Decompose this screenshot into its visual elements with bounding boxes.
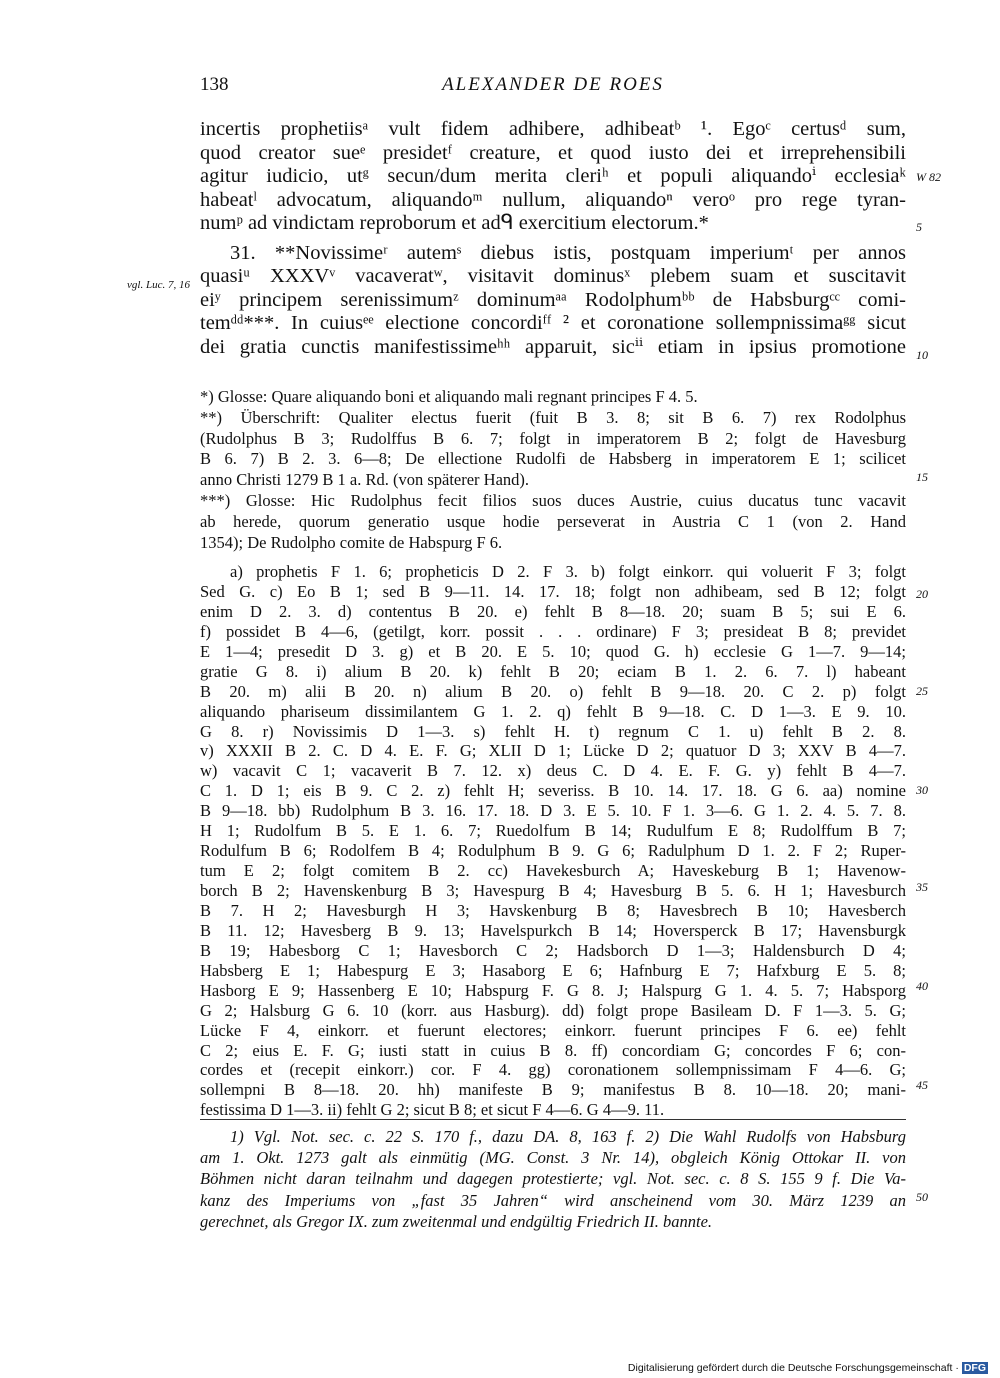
apparatus-line: B 11. 12; Havesberg B 9. 13; Havelspurkch B 14; Hoversperck B 17; Havensburgk bbox=[200, 920, 906, 940]
gloss-block bbox=[200, 387, 906, 553]
apparatus-line: cordes et (recepit einkorr.) cor. F 4. gg) coronationem sollempnissimam F 4—6. G; bbox=[200, 1060, 906, 1080]
apparatus-line: C 1. D 1; eis B 9. C 2. z) fehlt H; severiss. B 10. 14. 17. 18. G 6. aa) nomine bbox=[200, 781, 906, 801]
body-line: quod creator sueᵉ presidetᶠ creature, et quod iusto dei et irreprehensibili bbox=[200, 141, 906, 164]
footnote-line: 1) Vgl. Not. sec. c. 22 S. 170 f., dazu DA. 8, 163 f. 2) Die Wahl Rudolfs von Habsburg bbox=[230, 1127, 906, 1146]
apparatus-line: Hasborg E 9; Hassenberg E 10; Habspurg F. G 8. J; Halspurg G 1. 4. 5. 7; Habsporg bbox=[200, 980, 906, 1000]
footnote-divider bbox=[200, 1119, 906, 1120]
line-number: 30 bbox=[916, 783, 928, 797]
line-number: 35 bbox=[916, 880, 928, 894]
gloss-line: (Rudolphus B 3; Rudolffus B 6. 7; folgt in imperatorem B 2; folgt de Havesburg bbox=[200, 428, 906, 448]
apparatus-line: E 1—4; presedit D 3. g) et B 20. E 5. 10; quod G. h) ecclesie G 1—7. 9—14; bbox=[200, 641, 906, 661]
main-text bbox=[200, 118, 906, 359]
body-line: agitur iudicio, utᵍ secun/dum merita cleriʰ et populi aliquandoⁱ ecclesiaᵏ bbox=[200, 165, 906, 187]
apparatus-line: Sed G. c) Eo B 1; sed B 9—11. 14. 17. 18; folgt non adhibeam, sed B 12; folgt bbox=[200, 581, 906, 601]
footnotes bbox=[200, 1126, 906, 1232]
apparatus-line: borch B 2; Havenskenburg B 3; Havespurg B 4; Havesburg B 5. 6. H 1; Havesburch bbox=[200, 881, 906, 900]
footnote-line: kanz des Imperiums von „fast 35 Jahren“ wird anscheinend vom 30. März 1239 an bbox=[200, 1190, 906, 1210]
apparatus-line: B 9—18. bb) Rudolphum B 3. 16. 17. 18. D 3. E 5. 10. F 1. 3—6. G 1. 2. 4. 5. 7. 8. bbox=[200, 801, 906, 821]
apparatus-line: G 8. r) Novissimis D 1—3. s) fehlt H. t) regnum C 1. u) fehlt B 2. 8. bbox=[200, 721, 906, 741]
margin-reference-w82: W 82 bbox=[916, 170, 941, 184]
apparatus-line: Habsberg E 1; Habespurg E 3; Hasaborg E 6; Hafnburg E 7; Hafxburg E 5. 8; bbox=[200, 960, 906, 980]
body-line: habeatˡ advocatum, aliquandoᵐ nullum, aliquandoⁿ veroᵒ pro rege tyran- bbox=[200, 188, 906, 211]
apparatus-line: tum E 2; folgt comitem B 2. cc) Havekesburch A; Haveskeburg B 1; Havenow- bbox=[200, 861, 906, 881]
credit-text: Digitalisierung gefördert durch die Deutsche Forschungsgemeinschaft · bbox=[627, 1362, 959, 1374]
body-line: quasiᵘ XXXVᵛ vacaveratʷ, visitavit dominusˣ plebem suam et suscitavit bbox=[200, 265, 906, 287]
gloss-line: **) Überschrift: Qualiter electus fuerit (fuit B 3. 8; sit B 6. 7) rex Rodolphus bbox=[200, 407, 906, 427]
footnote-line: Böhmen nicht daran teilnahm und dagegen protestierte; vgl. Not. sec. c. 8 S. 155 9 f. Die Va- bbox=[200, 1169, 906, 1189]
apparatus-line: f) possidet B 4—6, (getilgt, korr. possit . . . ordinare) F 3; presideat B 8; previdet bbox=[200, 621, 906, 641]
body-line: 31. **Novissimeʳ autemˢ diebus istis, postquam imperiumᵗ per annos bbox=[230, 241, 906, 264]
gloss-line: anno Christi 1279 B 1 a. Rd. (von späterer Hand). bbox=[200, 470, 530, 490]
line-number: 25 bbox=[916, 684, 928, 698]
apparatus-line: enim D 2. 3. d) contentus B 20. e) fehlt B 8—18. 20; suam B 5; sui E 6. bbox=[200, 601, 906, 621]
digitization-credit bbox=[608, 1362, 988, 1376]
body-line: dei gratia cunctis manifestissimeʰʰ apparuit, sicⁱⁱ etiam in ipsius promotione bbox=[200, 335, 906, 358]
apparatus-line: Rodulfum B 6; Rodolfem B 4; Rodulphum B 9. G 6; Radulphum D 1. 2. F 2; Ruper- bbox=[200, 841, 906, 861]
apparatus-line: C 2; eius E. F. G; iusti statt in cuius B 8. ff) concordiam G; concordes F 6; con- bbox=[200, 1040, 906, 1060]
line-number: 45 bbox=[916, 1078, 928, 1092]
line-number: 50 bbox=[916, 1190, 928, 1204]
gloss-line: B 6. 7) B 2. 3. 6—8; De ellectione Rudolfi de Habsberg in imperatorem E 1; scilicet bbox=[200, 449, 906, 469]
apparatus-line: B 7. H 2; Havesburgh H 3; Havskenburg B 8; Havesbrech B 10; Havesberch bbox=[200, 900, 906, 920]
body-line: temᵈᵈ***. In cuiusᵉᵉ electione concordiᶠᶠ ² et coronatione sollempnissimaᵍᵍ sicut bbox=[200, 312, 906, 334]
apparatus-line: B 19; Habesborg C 1; Havesborch C 2; Hadsborch D 1—3; Haldensburch D 4; bbox=[200, 940, 906, 960]
body-line: numᵖ ad vindictam reproborum et adᑫ exercitium electorum.* bbox=[200, 212, 709, 234]
line-number: 5 bbox=[916, 220, 922, 234]
running-head: ALEXANDER DE ROES bbox=[442, 74, 664, 95]
apparatus-line: gratie G 8. i) alium B 20. k) fehlt B 20; eciam B 1. 2. 6. 7. l) habeant bbox=[200, 661, 906, 681]
apparatus-line: aliquando phariseum dissimilantem G 1. 2. q) fehlt B 9—18. C. D 1—3. E 9. 10. bbox=[200, 701, 906, 721]
line-number: 15 bbox=[916, 470, 928, 484]
body-line: eiʸ principem serenissimumᶻ dominumᵃᵃ Rodolphumᵇᵇ de Habsburgᶜᶜ comi- bbox=[200, 288, 906, 311]
footnote-line: gerechnet, als Gregor IX. zum zweitenmal und endgültig Friedrich II. bannte. bbox=[200, 1211, 713, 1231]
apparatus-line: G 2; Halsburg G 6. 10 (korr. aus Hasburg). dd) folgt prope Basileam D. F 1—3. 5. G; bbox=[200, 1000, 906, 1020]
apparatus-line: a) prophetis F 1. 6; propheticis D 2. F 3. b) folgt einkorr. qui voluerit F 3; folgt bbox=[230, 562, 906, 581]
line-number: 10 bbox=[916, 348, 928, 362]
page-number: 138 bbox=[200, 74, 229, 95]
gloss-line: *) Glosse: Quare aliquando boni et aliquando mali regnant principes F 4. 5. bbox=[200, 387, 698, 406]
body-line: incertis prophetiisᵃ vult fidem adhibere, adhibeatᵇ ¹. Egoᶜ certusᵈ sum, bbox=[200, 118, 906, 140]
line-number: 40 bbox=[916, 979, 928, 993]
gloss-line: ab herede, quorum generatio usque hodie perseverat in Austria C 1 (von 2. Hand bbox=[200, 511, 906, 531]
apparatus-line: sollempni B 8—18. 20. hh) manifeste B 9; manifestus B 8. 10—18. 20; mani- bbox=[200, 1080, 906, 1100]
apparatus-line: Lücke F 4, einkorr. et fuerunt electores; einkorr. fuerunt principes F 6. ee) fehlt bbox=[200, 1020, 906, 1040]
apparatus-line: festissima D 1—3. ii) fehlt G 2; sicut B 8; et sicut F 4—6. G 4—9. 11. bbox=[200, 1100, 665, 1120]
gloss-line: 1354); De Rudolpho comite de Habspurg F 6. bbox=[200, 532, 503, 552]
apparatus-line: B 20. m) alii B 20. n) alium B 20. o) fehlt B 9—18. 20. C 2. p) folgt bbox=[200, 681, 906, 701]
line-number: 20 bbox=[916, 587, 928, 601]
gloss-line: ***) Glosse: Hic Rudolphus fecit filios suos duces Austrie, cuius ducatus tunc vacavit bbox=[200, 490, 906, 510]
critical-apparatus bbox=[200, 562, 906, 1120]
page-header bbox=[200, 74, 906, 100]
apparatus-line: w) vacavit C 1; vacaverit B 7. 12. x) deus C. D 4. E. F. G. y) fehlt B 4—7. bbox=[200, 761, 906, 781]
apparatus-line: v) XXXII B 2. C. D 4. E. F. G; XLII D 1; Lücke D 2; quatuor D 3; XXV B 4—7. bbox=[200, 741, 906, 761]
margin-reference-luke: vgl. Luc. 7, 16 bbox=[127, 279, 190, 291]
apparatus-line: H 1; Rudolfum B 5. E 1. 6. 7; Ruedolfum B 14; Rudulfum E 8; Rudolffum B 7; bbox=[200, 821, 906, 841]
footnote-line: am 1. Okt. 1273 galt als einmütig (MG. Const. 3 Nr. 14), obgleich König Ottokar II. von bbox=[200, 1148, 906, 1168]
dfg-logo: DFG bbox=[963, 1362, 986, 1374]
